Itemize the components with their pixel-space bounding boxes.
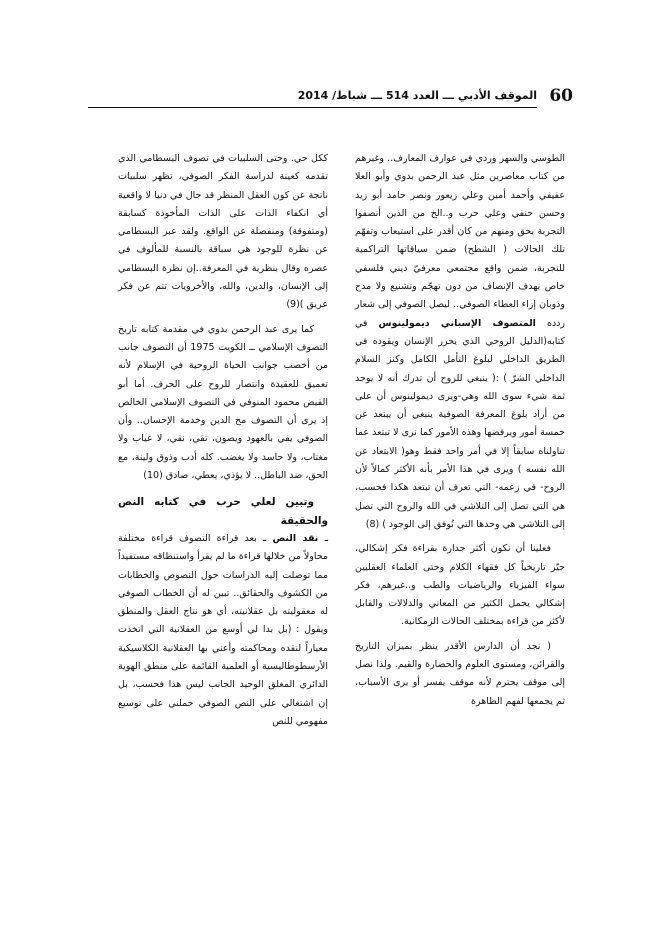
section-heading: وتبين لعلي حرب في كتابه النص والحقيقة bbox=[118, 496, 328, 527]
left-paragraph-4-text: بعد قراءة التصوف قراءة مختلفة محاولاً من خلالها قراءة ما لم يقرأ واستنطاقه مستفيداً مما توصلت إليه الدراسات حول النصوص والخطابات من الكشوف والحقائق.. تبين له أن الخطاب الصوفي له معقوليته بل عقلانيته، أي هو نتاج العقل والمنطق ويقول : (بل بدا لي أوسع من العقلانية التي اتخذت معياراً لنقده ومحاكمته وأعني بها العقلانية الكلاسيكية الأرسطوطاليسية أو العلمية القائمة على منطق الهوية الدائري المغلق الوحيد الجانب ليس هذا فحسب، بل إن اشتغالي على النص الصوفي حملني على توسيع مفهومي للنص bbox=[118, 532, 328, 727]
left-paragraph-2: كما يرى عبد الرحمن بدوي في مقدمة كتابه تاريخ التصوف الإسلامي ــ الكويت 1975 أن التصوف جانب من أخصب جوانب الحياة الروحية في الإسلام لأنه تعميق للعقيدة وانتصار للروح على الحرف. أما أبو الفيض محمود المنوفي في التصوف الإسلامي الخالص إذ يرى أن التصوف مخ الدين وخدمة الإحسان.. وأن الصوفي يفي بالعهود ويصون، تقي، نقي، لا عياب ولا مغتاب، ولا حاسد ولا يغضب. كله أدب وذوق ولينة، مع الحق، ضد الباطل.. لا يؤذي، يعطي، صادق (10) bbox=[118, 323, 328, 482]
right-paragraph-2: فعلينا أن نكون أكثر جدارة بقراءة فكر إشكالي، حيّر تاريخياً كل فقهاء الكلام وحتى العلماء العقليين سواء الفيزياء والرياضيات والطب و..غيرهم، فكر إشكالي يحمل الكثير من المعاني والدلالات والقابل لأكثر من قراءة بمختلف الحالات الزمكانية. bbox=[355, 543, 565, 628]
left-column bbox=[118, 150, 328, 731]
running-head: الموقف الأدبي ـــ العدد 514 ـــ شباط/ 2014 bbox=[297, 89, 537, 102]
header-rule bbox=[88, 107, 537, 108]
page-header bbox=[88, 84, 573, 108]
emphasis-demolinos: المتصوف الإسباني ديمولينوس bbox=[378, 317, 536, 329]
right-paragraph-1-text: الطوسي والسهر وردي في عوارف المعارف.. وغيرهم من كتاب معاصرين مثل عبد الرحمن بدوي وأبو العلا عفيفي وأحمد أمين وعلي زيعور ونصر حامد أبو زيد وحسن حنفي وعلي حرب و..الخ من الذين أنصفوا التجربة بحق ومنهم من كان أقدر على استيعاب وتفهّم تلك الحالات ( الشطح) ضمن سياقاتها التراكمية للتجربة، ضمن واقع مجتمعي معرفيّ ديني فلسفي خاص بهدف الإنصاف من دون تهجّم وتشنيع ولا مدح وذوبان إزاء العطاء الصوفي.. ليصل الصوفي إلى شعار ردده bbox=[355, 153, 565, 329]
right-paragraph-1-rest: في كتابه(الدليل الروحي الذي يحرر الإنسان ويقوده في الطريق الداخلي لبلوغ التأمل الكامل وكنز السلام الداخلي الشرّ ) :( ينبغي للروح أن تدرك أنه لا يوجد ثمة شيء سوى الله وهي-ويرى ديمولينوس أن على من أراد بلوغ المعرفة الصوفية ينبغي أن يبتعد عن خمسة أمور ويرفضها وهذه الأمور كما نرى لا تبتعد عما تناولناه سابقاً إلا في أمر واحد فقط وهو( الابتعاد عن الله نفسه ) ويرى في هذا الأمر بأنه الأكثر كمالاً لأن الروح- في زعمه- التي تعرف أن تبتعد هكذا فحسب، هي التي تصل إلى التلاشي في الله والروح التي تصل إلى التلاشي هي وحدها التي تُوفق إلى الوجود ) (8) bbox=[355, 317, 565, 530]
left-paragraph-4 bbox=[118, 530, 328, 731]
right-column bbox=[355, 150, 565, 711]
emphasis-naqd-alnass: ـ نقد النص ـ bbox=[262, 532, 328, 544]
right-paragraph-1 bbox=[355, 150, 565, 534]
page-number: 60 bbox=[549, 86, 573, 106]
left-paragraph-1: ككل حي. وحتى السلبيات في تصوف البسطامي الذي تقدمه كعينة لدراسة الفكر الصوفي، تظهر سلبيات ناتجة عن كون العقل المنظر قد جال في دنيا لا واقعية أي انكفاء الذات على الذات المأخوذة كسابقة (ومتفوقة) ومنفصلة عن الواقع. ولقد عبر البسطامي عن نظرة للوجود هي سباقة بالنسبة للمألوف في عصره وقال بنظرية في المعرفة..إن نظرة البسطامي إلى الإنسان، والدين، والله، والأخرويات تتم عن فكر عريق )(9) bbox=[118, 153, 328, 311]
right-paragraph-3: ( نجد أن الدارس الأقدر ينظر بميزان التاريخ والقرائن، ومستوى العلوم والحضارة والقيم. ولذا نصل إلى موقف يحترم لأنه موقف يفسر أو يرى الأسباب، ثم يجمعها لفهم الظاهرة bbox=[355, 640, 565, 707]
